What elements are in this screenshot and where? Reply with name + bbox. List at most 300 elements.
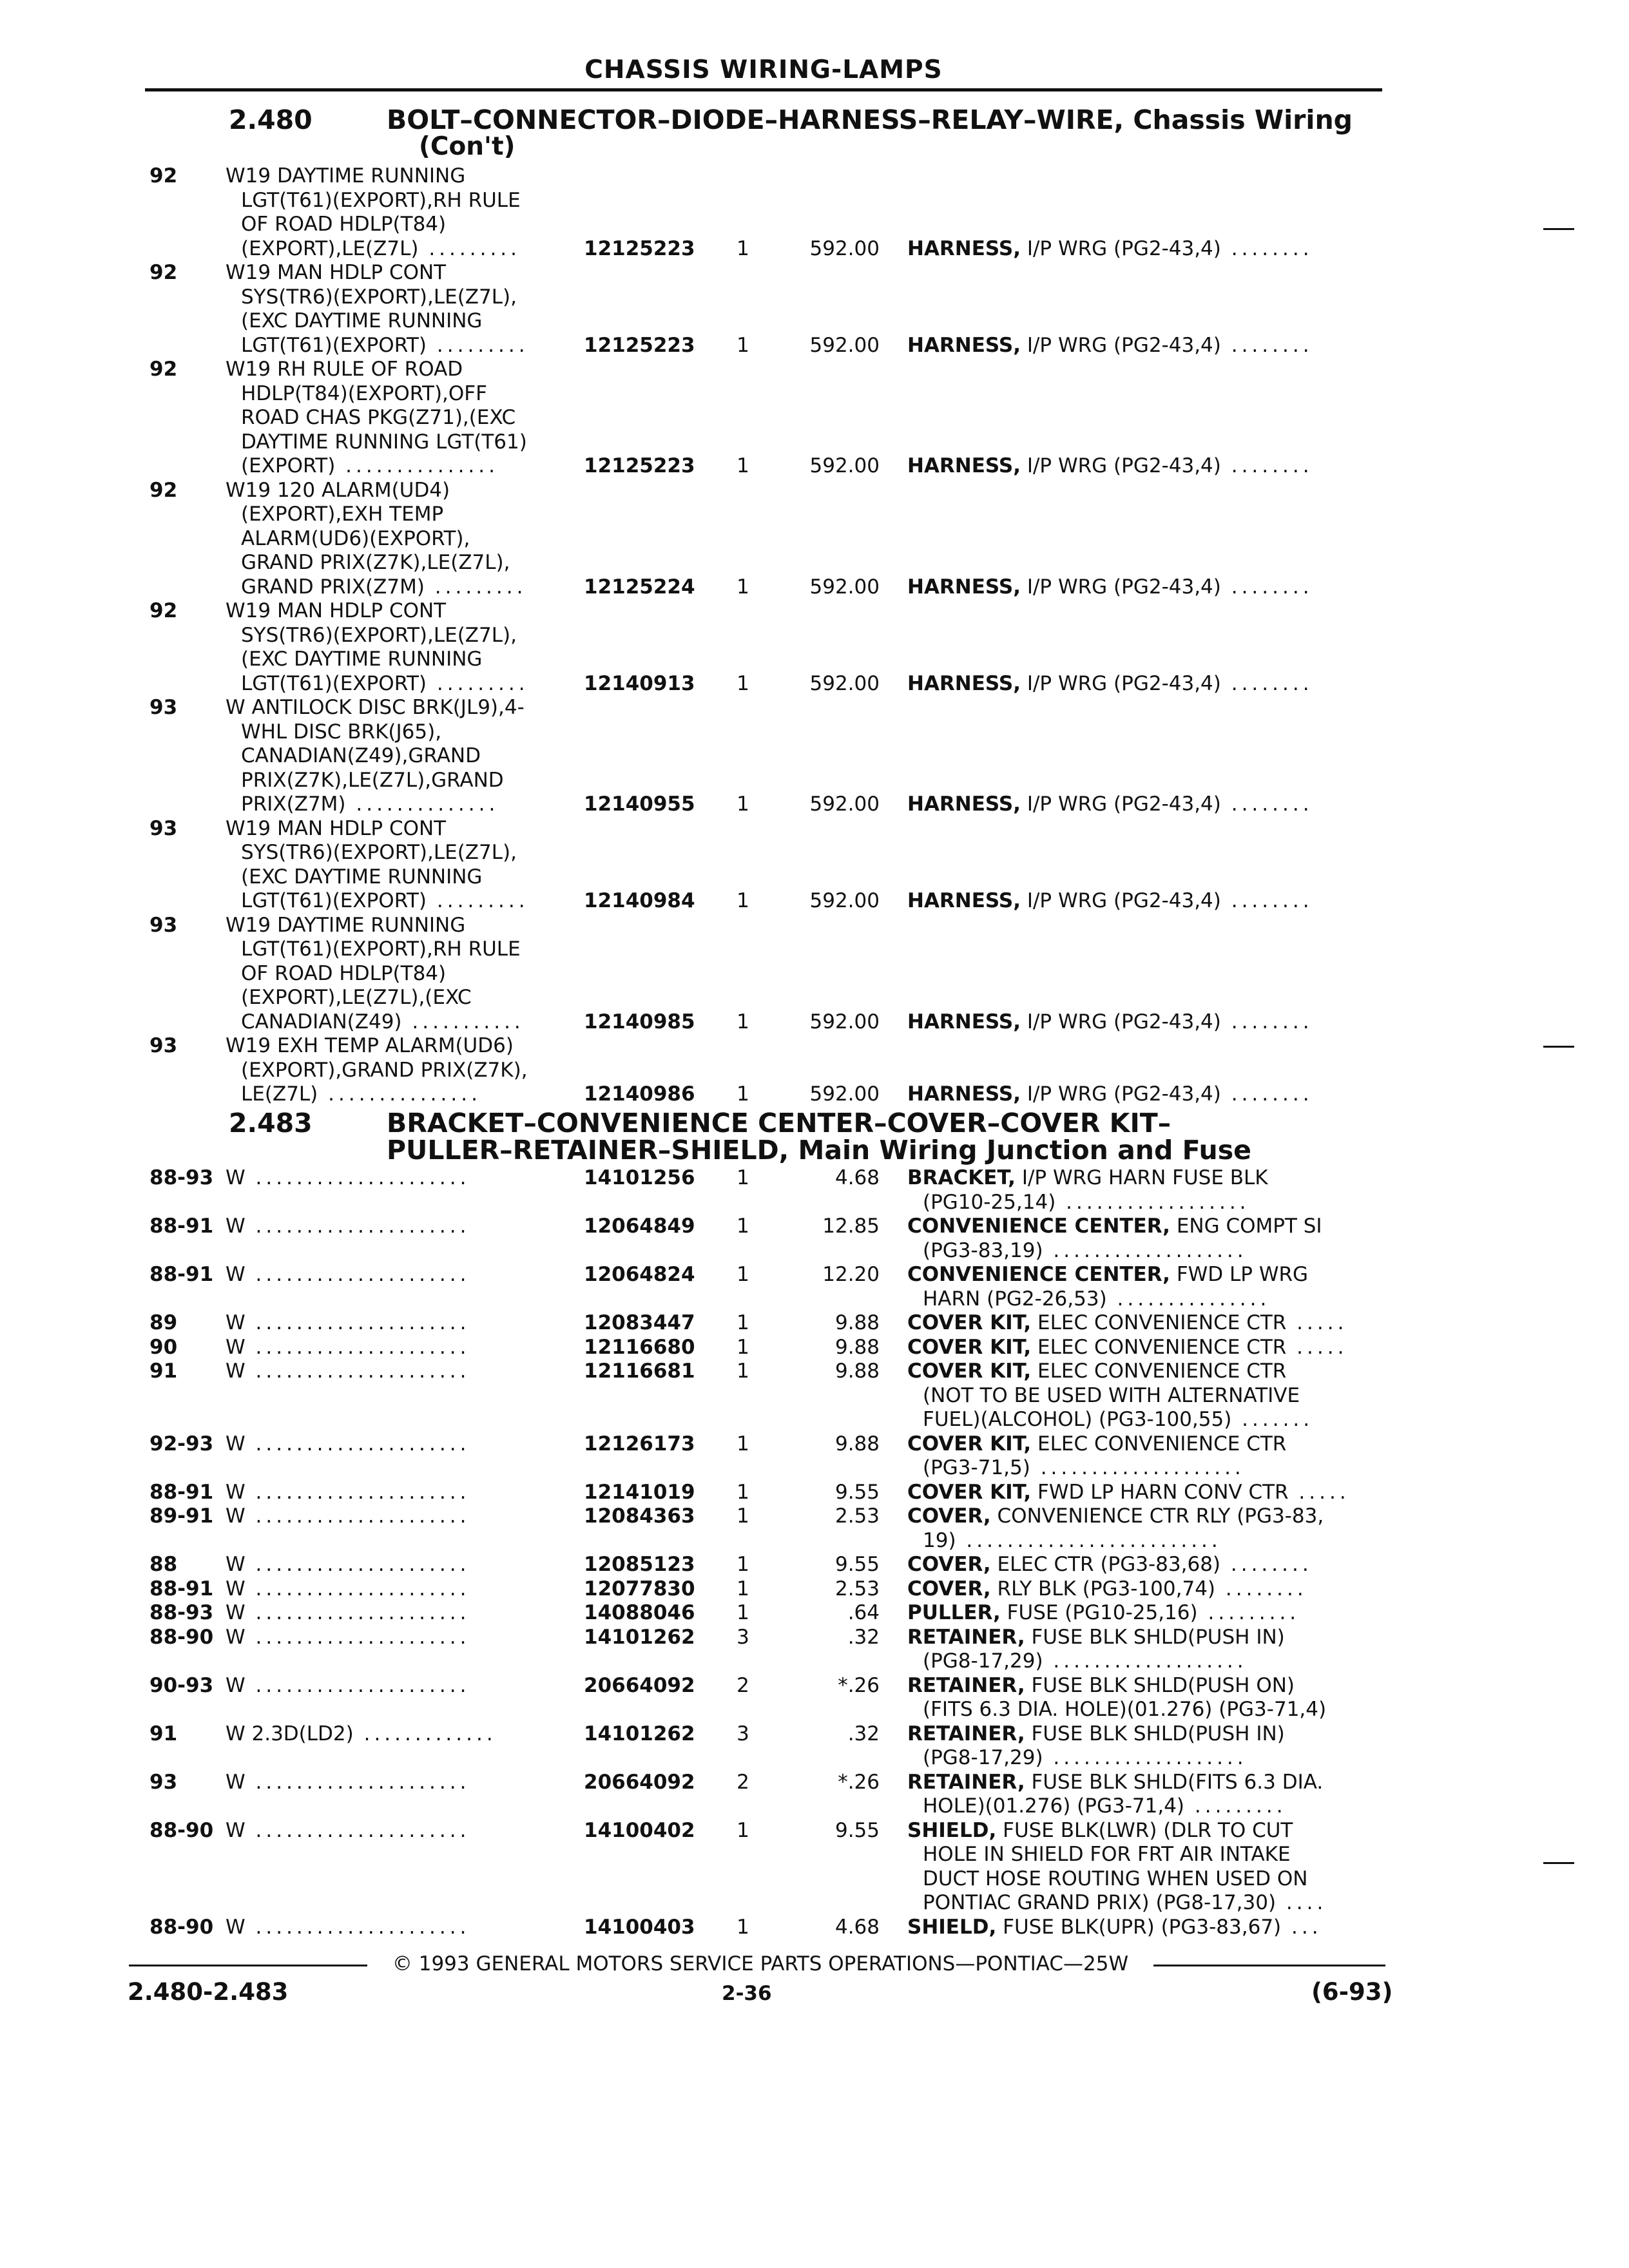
usage-description-line — [226, 720, 586, 745]
part-name-line — [907, 1601, 1384, 1626]
usage-text: W — [226, 1166, 246, 1189]
usage-text: W — [226, 1770, 246, 1794]
usage-description-line — [226, 1360, 586, 1384]
price: .32 — [847, 1722, 880, 1745]
dot-leader: .................... — [1030, 1456, 1245, 1479]
part-name — [907, 334, 1384, 358]
usage-description — [226, 599, 586, 696]
part-name-text: ELEC CONVENIENCE CTR — [1037, 1360, 1287, 1383]
price: 592.00 — [809, 1010, 880, 1033]
part-name-bold: COVER KIT, — [907, 1432, 1032, 1456]
part-name — [907, 1674, 1384, 1722]
model-years: 92-93 — [149, 1432, 214, 1456]
quantity: 3 — [737, 1722, 749, 1745]
dot-leader: ..................... — [245, 1480, 470, 1504]
usage-description — [226, 1311, 586, 1336]
price: 592.00 — [809, 575, 880, 599]
part-name-text: FWD LP WRG — [1176, 1263, 1309, 1286]
usage-description — [226, 1215, 586, 1239]
part-name-line — [907, 1867, 1384, 1892]
part-name — [907, 1626, 1384, 1674]
price: 4.68 — [834, 1166, 880, 1189]
usage-description — [226, 914, 586, 1035]
usage-description-line — [226, 430, 586, 455]
part-name-text: I/P WRG (PG2-43,4) — [1027, 236, 1221, 260]
part-name-line — [907, 1311, 1384, 1336]
usage-description-line — [226, 769, 586, 793]
part-name-text: I/P WRG HARN FUSE BLK — [1021, 1166, 1268, 1189]
part-name-line — [907, 1819, 1384, 1843]
part-name — [907, 1916, 1384, 1940]
part-name-line — [907, 1191, 1384, 1215]
model-years: 88-90 — [149, 1818, 214, 1842]
part-name-text: FUEL)(ALCOHOL) (PG3-100,55) — [923, 1408, 1232, 1431]
part-name-bold: HARNESS, — [907, 575, 1021, 599]
part-name-text: 19) — [923, 1528, 956, 1552]
part-name — [907, 1360, 1384, 1432]
part-name-text: PONTIAC GRAND PRIX) (PG8-17,30) — [923, 1891, 1277, 1914]
usage-text: W — [226, 1553, 246, 1576]
usage-description-line — [226, 889, 586, 914]
dot-leader: ......... — [427, 671, 529, 695]
dot-leader: ........ — [1220, 454, 1313, 477]
quantity: 1 — [737, 454, 749, 477]
part-name-line — [907, 1360, 1384, 1384]
part-name — [907, 1432, 1384, 1481]
model-years: 88-91 — [149, 1263, 214, 1286]
part-name-bold: CONVENIENCE CENTER, — [907, 1215, 1170, 1238]
part-name-line — [907, 334, 1384, 358]
part-name-text: (NOT TO BE USED WITH ALTERNATIVE — [923, 1383, 1300, 1407]
usage-description-line — [226, 1432, 586, 1457]
page-header: CHASSIS WIRING-LAMPS — [584, 55, 943, 84]
quantity: 2 — [737, 1673, 749, 1697]
part-name-line — [907, 1481, 1384, 1505]
usage-text: DAYTIME RUNNING LGT(T61) — [241, 430, 527, 454]
usage-description — [226, 1626, 586, 1650]
usage-description — [226, 1553, 586, 1577]
part-name-line — [907, 1384, 1384, 1408]
quantity: 1 — [737, 1335, 749, 1359]
part-name — [907, 1215, 1384, 1263]
usage-description-line — [226, 1481, 586, 1505]
usage-description-line — [226, 1504, 586, 1529]
part-name-line — [907, 1336, 1384, 1360]
part-name — [907, 1819, 1384, 1916]
model-years: 93 — [149, 696, 178, 719]
dot-leader: ..................... — [245, 1360, 470, 1383]
usage-description-line — [226, 575, 586, 600]
footer-date: (6-93) — [1311, 1978, 1393, 2006]
usage-text: W — [226, 1915, 246, 1939]
model-years: 88-90 — [149, 1625, 214, 1649]
usage-description — [226, 1432, 586, 1457]
usage-description — [226, 817, 586, 914]
usage-description-line — [226, 1577, 586, 1602]
usage-text: W19 120 ALARM(UD4) — [226, 478, 450, 502]
usage-text: W — [226, 1673, 246, 1697]
usage-description-line — [226, 1819, 586, 1843]
usage-text: SYS(TR6)(EXPORT),LE(Z7L), — [241, 285, 517, 309]
price: 592.00 — [809, 333, 880, 357]
part-name-text: (PG10-25,14) — [923, 1190, 1056, 1214]
part-name — [907, 1481, 1384, 1505]
part-name-line — [907, 1432, 1384, 1457]
dot-leader: ........ — [1220, 333, 1313, 357]
footer-section-range: 2.480-2.483 — [128, 1978, 289, 2006]
dot-leader: ........ — [1220, 1010, 1313, 1033]
part-number: 12077830 — [584, 1577, 695, 1600]
part-name-text: ENG COMPT SI — [1176, 1215, 1322, 1238]
usage-description-line — [226, 334, 586, 358]
usage-description-line — [226, 865, 586, 890]
part-number: 12125223 — [584, 236, 695, 260]
part-name-text: I/P WRG (PG2-43,4) — [1027, 671, 1221, 695]
part-name — [907, 1553, 1384, 1577]
part-name-text: FUSE BLK(LWR) (DLR TO CUT — [1003, 1818, 1293, 1842]
usage-description — [226, 479, 586, 600]
usage-text: W19 DAYTIME RUNNING — [226, 164, 466, 187]
usage-text: W19 MAN HDLP CONT — [226, 816, 447, 840]
usage-text: SYS(TR6)(EXPORT),LE(Z7L), — [241, 841, 517, 864]
part-name-line — [907, 1649, 1384, 1674]
usage-description-line — [226, 1553, 586, 1577]
model-years: 90 — [149, 1335, 178, 1359]
usage-text: W — [226, 1311, 246, 1334]
usage-description-line — [226, 1336, 586, 1360]
part-number: 14100402 — [584, 1818, 695, 1842]
part-name-bold: COVER, — [907, 1504, 991, 1528]
price: 12.20 — [822, 1263, 880, 1286]
part-number: 20664092 — [584, 1770, 695, 1794]
usage-description-line — [226, 1722, 586, 1747]
usage-description — [226, 696, 586, 817]
part-name-line — [907, 1010, 1384, 1035]
usage-text: ROAD CHAS PKG(Z71),(EXC — [241, 406, 516, 429]
part-name-text: I/P WRG (PG2-43,4) — [1027, 793, 1221, 816]
usage-text: LE(Z7L) — [241, 1082, 318, 1106]
usage-description-line — [226, 672, 586, 697]
section-title-line: BRACKET–CONVENIENCE CENTER–COVER–COVER KIT– — [387, 1108, 1171, 1139]
usage-text: W — [226, 1601, 246, 1624]
part-name-bold: COVER KIT, — [907, 1311, 1032, 1334]
price: 9.88 — [834, 1311, 880, 1334]
dot-leader: ....... — [1231, 1408, 1314, 1431]
dot-leader: ......................... — [956, 1528, 1222, 1552]
part-number: 14101262 — [584, 1722, 695, 1745]
part-name-text: ELEC CTR (PG3-83,68) — [997, 1553, 1221, 1576]
usage-description-line — [226, 1082, 586, 1107]
dot-leader: ..................... — [245, 1263, 470, 1286]
usage-text: LGT(T61)(EXPORT) — [241, 889, 427, 912]
section-number: 2.480 — [229, 104, 313, 135]
usage-text: PRIX(Z7M) — [241, 793, 346, 816]
part-name-text: HARN (PG2-26,53) — [923, 1287, 1107, 1311]
usage-description-line — [226, 599, 586, 624]
part-number: 12126173 — [584, 1432, 695, 1456]
usage-text: (EXPORT) — [241, 454, 336, 477]
usage-text: W — [226, 1818, 246, 1842]
quantity: 2 — [737, 1770, 749, 1794]
part-number: 12140986 — [584, 1082, 695, 1106]
part-name — [907, 454, 1384, 479]
usage-text: (EXPORT),LE(Z7L),(EXC — [241, 986, 472, 1009]
price: .32 — [847, 1625, 880, 1649]
part-name-text: FWD LP HARN CONV CTR — [1037, 1480, 1289, 1504]
usage-text: LGT(T61)(EXPORT) — [241, 333, 427, 357]
model-years: 89-91 — [149, 1504, 214, 1528]
part-number: 14100403 — [584, 1915, 695, 1939]
usage-description — [226, 1336, 586, 1360]
usage-description-line — [226, 237, 586, 262]
part-name-text: ELEC CONVENIENCE CTR — [1037, 1311, 1287, 1334]
part-name-text: (PG3-83,19) — [923, 1238, 1043, 1262]
part-name — [907, 1504, 1384, 1553]
usage-description-line — [226, 1059, 586, 1083]
usage-description — [226, 1263, 586, 1287]
dot-leader: ........ — [1220, 1082, 1313, 1106]
quantity: 1 — [737, 1311, 749, 1334]
part-name-text: I/P WRG (PG2-43,4) — [1027, 333, 1221, 357]
usage-description-line — [226, 213, 586, 237]
part-number: 12085123 — [584, 1553, 695, 1576]
price: 592.00 — [809, 1082, 880, 1106]
usage-description — [226, 1674, 586, 1698]
part-name-line — [907, 1698, 1384, 1722]
dot-leader: ........ — [1220, 575, 1313, 599]
dot-leader: ........ — [1215, 1577, 1307, 1600]
part-name-text: FUSE BLK SHLD(PUSH IN) — [1031, 1625, 1285, 1649]
model-years: 89 — [149, 1311, 178, 1334]
part-name-line — [907, 1746, 1384, 1771]
model-years: 88-93 — [149, 1166, 214, 1189]
part-name — [907, 1722, 1384, 1771]
part-name-text: FUSE BLK SHLD(FITS 6.3 DIA. — [1031, 1770, 1324, 1794]
usage-text: W ANTILOCK DISC BRK(JL9),4- — [226, 696, 525, 719]
dot-leader: ......... — [1197, 1601, 1300, 1624]
dot-leader: ..... — [1286, 1311, 1348, 1334]
price: 4.68 — [834, 1915, 880, 1939]
part-name-line — [907, 1771, 1384, 1795]
usage-description-line — [226, 962, 586, 986]
usage-text: W19 MAN HDLP CONT — [226, 261, 447, 284]
part-name-line — [907, 1577, 1384, 1602]
footer-copyright: © 1993 GENERAL MOTORS SERVICE PARTS OPERATIONS—PONTIAC—25W — [392, 1952, 1129, 1975]
dot-leader: ............... — [318, 1082, 481, 1106]
part-name-bold: CONVENIENCE CENTER, — [907, 1263, 1170, 1286]
usage-text: W — [226, 1263, 246, 1286]
part-name — [907, 1577, 1384, 1602]
model-years: 88-93 — [149, 1601, 214, 1624]
usage-description-line — [226, 1601, 586, 1626]
dot-leader: ............... — [335, 454, 499, 477]
part-name-line — [907, 237, 1384, 262]
usage-text: (EXC DAYTIME RUNNING — [241, 648, 483, 671]
part-number: 12064824 — [584, 1263, 695, 1286]
part-name-line — [907, 1891, 1384, 1916]
part-name-text: I/P WRG (PG2-43,4) — [1027, 1082, 1221, 1106]
part-name-text: I/P WRG (PG2-43,4) — [1027, 1010, 1221, 1033]
dot-leader: ......... — [427, 889, 529, 912]
part-name-line — [907, 1215, 1384, 1239]
quantity: 1 — [737, 1818, 749, 1842]
usage-description-line — [226, 479, 586, 503]
model-years: 93 — [149, 816, 178, 840]
quantity: 1 — [737, 1915, 749, 1939]
section-title-line: (Con't) — [419, 132, 516, 161]
part-name-line — [907, 1082, 1384, 1107]
section-title-line: BOLT–CONNECTOR–DIODE–HARNESS–RELAY–WIRE, Chassis Wiring — [387, 104, 1353, 135]
usage-description — [226, 1601, 586, 1626]
price: 2.53 — [834, 1577, 880, 1600]
part-name-text: I/P WRG (PG2-43,4) — [1027, 889, 1221, 912]
part-name-line — [907, 1456, 1384, 1481]
part-number: 12116681 — [584, 1360, 695, 1383]
part-name-line — [907, 1529, 1384, 1553]
section-title — [387, 1110, 1392, 1164]
model-years: 88 — [149, 1553, 178, 1576]
part-number: 12140984 — [584, 889, 695, 912]
part-number: 12064849 — [584, 1215, 695, 1238]
usage-description-line — [226, 164, 586, 189]
usage-description-line — [226, 1010, 586, 1035]
usage-description-line — [226, 551, 586, 575]
part-number: 12141019 — [584, 1480, 695, 1504]
usage-description — [226, 1481, 586, 1505]
usage-text: W — [226, 1335, 246, 1359]
usage-description-line — [226, 1626, 586, 1650]
part-name-line — [907, 793, 1384, 817]
price: .64 — [847, 1601, 880, 1624]
usage-description — [226, 1166, 586, 1191]
usage-description-line — [226, 1034, 586, 1059]
part-name-text: HOLE IN SHIELD FOR FRT AIR INTAKE — [923, 1843, 1291, 1866]
margin-tick — [1543, 228, 1574, 230]
part-number: 14101256 — [584, 1166, 695, 1189]
part-number: 12140913 — [584, 671, 695, 695]
price: *.26 — [838, 1770, 880, 1794]
usage-description-line — [226, 406, 586, 430]
part-name — [907, 1601, 1384, 1626]
model-years: 88-91 — [149, 1480, 214, 1504]
part-name-bold: RETAINER, — [907, 1770, 1025, 1794]
dot-leader: ..... — [1286, 1335, 1348, 1359]
part-name-line — [907, 1553, 1384, 1577]
dot-leader: ............... — [1106, 1287, 1271, 1311]
usage-text: (EXPORT),LE(Z7L) — [241, 236, 419, 260]
part-name-line — [907, 1408, 1384, 1432]
model-years: 93 — [149, 913, 178, 937]
part-name — [907, 1336, 1384, 1360]
part-name-text: DUCT HOSE ROUTING WHEN USED ON — [923, 1867, 1308, 1890]
quantity: 1 — [737, 333, 749, 357]
part-name-bold: SHIELD, — [907, 1915, 997, 1939]
usage-description-line — [226, 261, 586, 285]
usage-description — [226, 1771, 586, 1795]
part-name-text: (FITS 6.3 DIA. HOLE)(01.276) (PG3-71,4) — [923, 1698, 1327, 1721]
model-years: 88-91 — [149, 1215, 214, 1238]
part-name — [907, 793, 1384, 817]
part-number: 12125224 — [584, 575, 695, 599]
usage-description — [226, 1360, 586, 1384]
section-title — [387, 106, 1392, 160]
usage-description-line — [226, 309, 586, 334]
dot-leader: ................... — [1043, 1746, 1248, 1769]
usage-text: (EXPORT),GRAND PRIX(Z7K), — [241, 1058, 528, 1082]
usage-text: (EXC DAYTIME RUNNING — [241, 309, 483, 332]
part-name-text: ELEC CONVENIENCE CTR — [1037, 1432, 1287, 1456]
dot-leader: .................. — [1055, 1190, 1250, 1214]
part-name-text: I/P WRG (PG2-43,4) — [1027, 575, 1221, 599]
part-name-line — [907, 1166, 1384, 1191]
usage-text: CANADIAN(Z49),GRAND — [241, 744, 481, 767]
usage-description — [226, 1034, 586, 1107]
usage-text: (EXC DAYTIME RUNNING — [241, 865, 483, 889]
model-years: 92 — [149, 164, 178, 187]
footer-page-number: 2-36 — [722, 1982, 772, 2005]
quantity: 1 — [737, 236, 749, 260]
part-name-bold: HARNESS, — [907, 889, 1021, 912]
usage-description-line — [226, 914, 586, 938]
part-name-bold: RETAINER, — [907, 1673, 1025, 1697]
part-number: 12116680 — [584, 1335, 695, 1359]
part-name-line — [907, 672, 1384, 697]
part-name-bold: HARNESS, — [907, 454, 1021, 477]
price: 592.00 — [809, 889, 880, 912]
price: 592.00 — [809, 671, 880, 695]
dot-leader: ........ — [1220, 793, 1313, 816]
dot-leader: .... — [1276, 1891, 1327, 1914]
usage-text: (EXPORT),EXH TEMP — [241, 503, 444, 526]
part-name — [907, 889, 1384, 914]
usage-text: W — [226, 1215, 246, 1238]
quantity: 1 — [737, 1577, 749, 1600]
dot-leader: ..................... — [245, 1577, 470, 1600]
quantity: 1 — [737, 1360, 749, 1383]
part-name — [907, 575, 1384, 600]
quantity: 1 — [737, 1082, 749, 1106]
part-name-bold: HARNESS, — [907, 671, 1021, 695]
dot-leader: ..... — [1288, 1480, 1350, 1504]
price: 592.00 — [809, 236, 880, 260]
footer-rule-right — [1153, 1965, 1385, 1966]
price: 2.53 — [834, 1504, 880, 1528]
usage-text: ALARM(UD6)(EXPORT), — [241, 526, 470, 550]
part-name — [907, 1311, 1384, 1336]
quantity: 1 — [737, 1010, 749, 1033]
usage-text: WHL DISC BRK(J65), — [241, 720, 442, 744]
dot-leader: ......... — [418, 236, 521, 260]
dot-leader: ..................... — [245, 1215, 470, 1238]
part-name-line — [907, 1263, 1384, 1287]
usage-description — [226, 1819, 586, 1843]
part-name-text: (PG8-17,29) — [923, 1649, 1043, 1673]
price: 9.88 — [834, 1432, 880, 1456]
usage-description-line — [226, 937, 586, 962]
model-years: 91 — [149, 1360, 178, 1383]
usage-text: LGT(T61)(EXPORT),RH RULE — [241, 937, 521, 961]
dot-leader: ..................... — [245, 1311, 470, 1334]
dot-leader: ......... — [424, 575, 527, 599]
usage-description-line — [226, 841, 586, 865]
usage-text: LGT(T61)(EXPORT) — [241, 671, 427, 695]
quantity: 1 — [737, 1263, 749, 1286]
part-name-text: FUSE BLK SHLD(PUSH ON) — [1031, 1673, 1295, 1697]
usage-text: OF ROAD HDLP(T84) — [241, 213, 447, 236]
part-name — [907, 1771, 1384, 1819]
usage-description-line — [226, 817, 586, 841]
usage-description-line — [226, 189, 586, 213]
